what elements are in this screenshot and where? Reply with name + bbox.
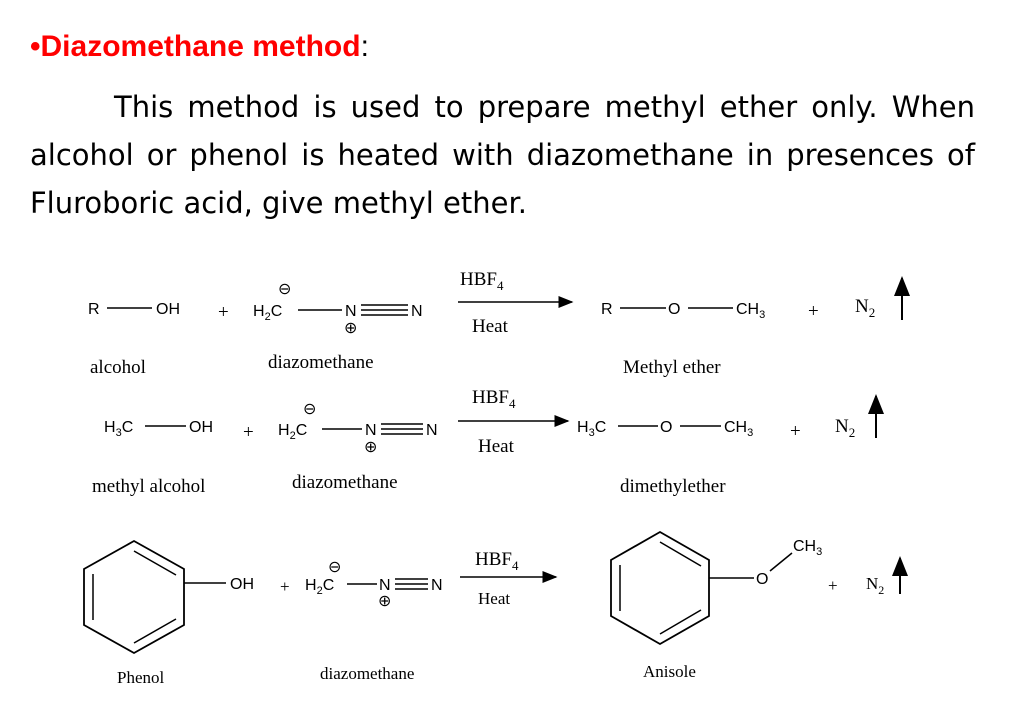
r1-reactant-r: R: [88, 301, 100, 318]
r1-n2: N: [411, 303, 423, 320]
r1-h2c: $H_2C$: [253, 303, 283, 323]
r2-label-diazomethane: diazomethane: [292, 472, 398, 493]
r2-reagent-above: $HBF_4$: [472, 387, 516, 411]
r3-plus-1: +: [280, 577, 290, 596]
r2-plus-charge: ⊕: [364, 439, 378, 456]
r1-plus-1: +: [218, 302, 229, 323]
r2-n2: N: [426, 422, 438, 439]
r2-plus-1: +: [243, 422, 254, 443]
r3-minus-charge: ⊖: [328, 559, 342, 576]
r1-minus-charge: ⊖: [278, 281, 292, 298]
r2-reactant-oh: OH: [189, 419, 213, 436]
r1-reactant-oh: OH: [156, 301, 180, 318]
r2-reactant-h3c: $H_3C$: [104, 419, 134, 439]
r3-n2: N: [431, 577, 443, 594]
r1-reagent-above: $HBF_4$: [460, 269, 504, 293]
r1-product-ch3: $CH_3$: [736, 301, 766, 321]
r1-label-alcohol: alcohol: [90, 357, 146, 378]
benzene-ring-phenol: [84, 541, 184, 653]
r3-product-ch3: $CH_3$: [793, 538, 823, 558]
paragraph-text: This method is used to prepare methyl ether only. When alcohol or phenol is heated with diazomethane in presences of Fluroboric acid, give methyl ether.: [30, 90, 975, 220]
r1-reagent-below: Heat: [472, 316, 508, 337]
reaction-3: [84, 532, 900, 687]
r3-label-phenol: Phenol: [117, 668, 165, 687]
r2-diazomethane: [278, 401, 438, 456]
benzene-ring-anisole: [611, 532, 709, 644]
heading-title: Diazomethane method: [40, 30, 361, 63]
r3-label-product: Anisole: [643, 662, 696, 681]
r2-product-o: O: [660, 419, 673, 436]
r2-h2c: $H_2C$: [278, 422, 308, 442]
r1-label-diazomethane: diazomethane: [268, 352, 374, 373]
reaction-1: [88, 269, 902, 378]
r3-h2c: $H_2C$: [305, 577, 335, 597]
r3-reagent-above: $HBF_4$: [475, 549, 519, 573]
r2-label-alcohol: methyl alcohol: [92, 476, 206, 497]
r2-plus-2: +: [790, 421, 801, 442]
r3-n1: N: [379, 577, 391, 594]
r2-minus-charge: ⊖: [303, 401, 317, 418]
r2-n1: N: [365, 422, 377, 439]
reaction-2: [92, 387, 876, 497]
r3-reagent-below: Heat: [478, 589, 511, 608]
r1-plus-charge: ⊕: [344, 320, 358, 337]
heading-colon: :: [360, 30, 369, 63]
r1-label-product: Methyl ether: [623, 357, 721, 378]
bullet: •: [30, 30, 41, 63]
r3-diazomethane: [305, 559, 443, 610]
r3-label-diazomethane: diazomethane: [320, 664, 415, 683]
r1-plus-2: +: [808, 301, 819, 322]
r2-n2-gas: $N_2$: [835, 416, 856, 440]
r1-n2-gas: $N_2$: [855, 296, 876, 320]
r1-product-o: O: [668, 301, 681, 318]
r1-product-r: R: [601, 301, 613, 318]
r3-n2-gas: $N_2$: [866, 574, 885, 597]
r2-reagent-below: Heat: [478, 436, 514, 457]
r2-label-product: dimethylether: [620, 476, 726, 497]
r3-reactant-oh: OH: [230, 576, 254, 593]
r1-n1: N: [345, 303, 357, 320]
r3-plus-charge: ⊕: [378, 593, 392, 610]
r2-product-ch3: $CH_3$: [724, 419, 754, 439]
r1-diazomethane: [253, 281, 423, 337]
r2-product-h3c: $H_3C$: [577, 419, 607, 439]
r3-product-o: O: [756, 571, 769, 588]
r3-plus-2: +: [828, 576, 838, 595]
